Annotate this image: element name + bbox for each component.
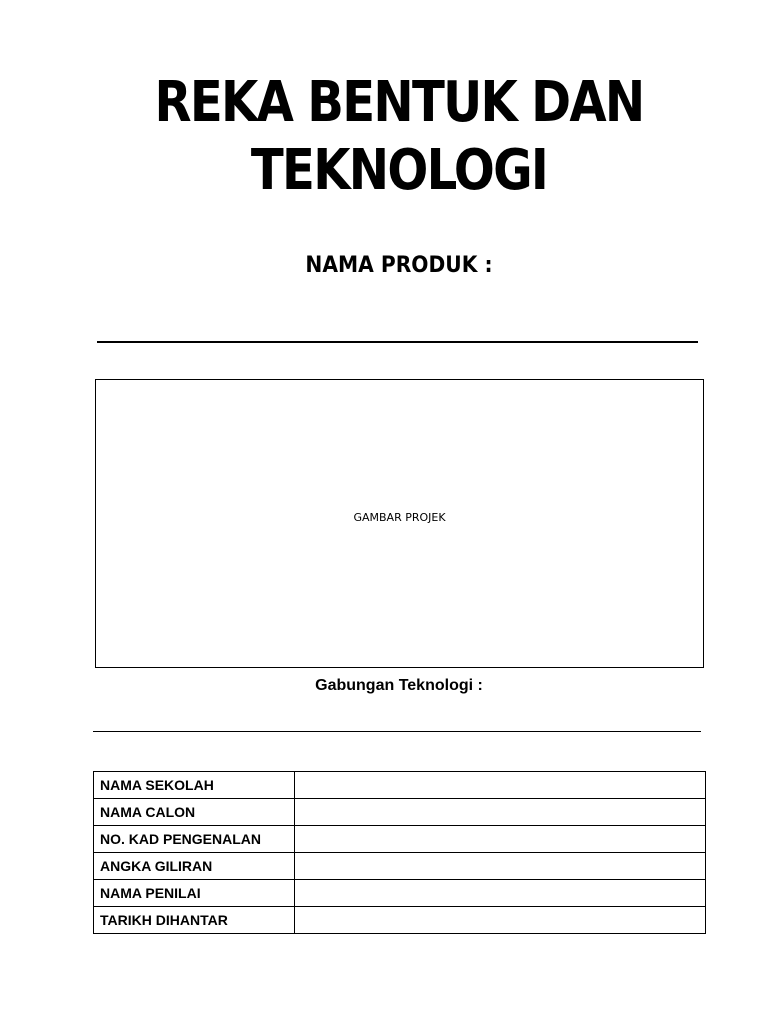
project-picture-placeholder: GAMBAR PROJEK xyxy=(353,511,446,524)
page-title-line-2: TEKNOLOGI xyxy=(250,138,548,203)
table-row xyxy=(94,907,706,934)
product-name-label: NAMA PRODUK : xyxy=(305,253,493,278)
technology-combination-line xyxy=(93,731,701,732)
index-number-label: ANGKA GILIRAN xyxy=(94,853,295,880)
product-name-line xyxy=(97,341,698,343)
assessor-name-field xyxy=(295,880,706,907)
table-row xyxy=(94,853,706,880)
assessor-name-label: NAMA PENILAI xyxy=(94,880,295,907)
table-row xyxy=(94,799,706,826)
school-name-field xyxy=(295,772,706,799)
candidate-name-label: NAMA CALON xyxy=(94,799,295,826)
technology-combination-label: Gabungan Teknologi : xyxy=(315,677,483,694)
submission-date-field xyxy=(295,907,706,934)
table-row xyxy=(94,772,706,799)
table-row xyxy=(94,826,706,853)
page-title-line-1: REKA BENTUK DAN xyxy=(154,70,644,135)
submission-date-label: TARIKH DIHANTAR xyxy=(94,907,295,934)
candidate-info-table xyxy=(93,771,706,934)
ic-number-label: NO. KAD PENGENALAN xyxy=(94,826,295,853)
index-number-field xyxy=(295,853,706,880)
school-name-label: NAMA SEKOLAH xyxy=(94,772,295,799)
table-row xyxy=(94,880,706,907)
ic-number-field xyxy=(295,826,706,853)
candidate-name-field xyxy=(295,799,706,826)
project-picture-box xyxy=(95,379,704,668)
